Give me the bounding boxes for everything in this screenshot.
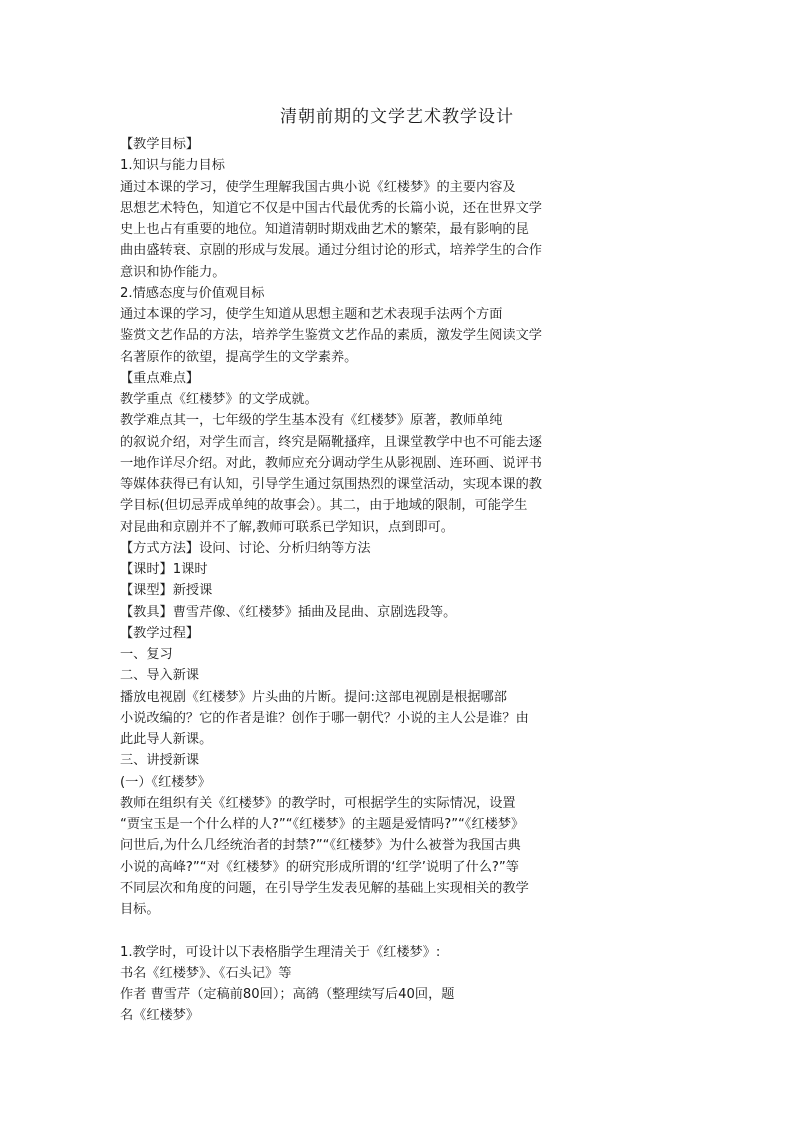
text-line: 等媒体获得已有认知，引导学生通过氛围热烈的课堂活动，实现本课的教: [120, 477, 542, 492]
blank-line: [120, 920, 580, 941]
text-line: 【重点难点】: [120, 370, 200, 386]
text-line: 教师在组织有关《红楼梦》的教学时，可根据学生的实际情况，设置: [120, 795, 516, 811]
text-line: 对昆曲和京剧并不了解,教师可联系已学知识，点到即可。: [120, 519, 454, 535]
text-line: 1.教学时，可设计以下表格脂学生理清关于《红楼梦》:: [120, 944, 441, 960]
text-line: 曲由盛转衰、京剧的形成与发展。通过分组讨论的形式，培养学生的合作: [120, 243, 542, 259]
text-line: 问世后,为什么几经统治者的封禁?”“《红楼梦》为什么被誉为我国古典: [120, 838, 521, 854]
text-line: 【课时】1课时: [120, 562, 208, 577]
text-line: 教学重点《红楼梦》的文学成就。: [120, 392, 318, 407]
text-line: 书名《红楼梦》、《石头记》等: [120, 965, 292, 981]
text-line: 作者 曹雪芹（定稿前80回）；高鹆（整理续写后40回，题: [120, 987, 455, 1002]
text-line: 【教学目标】: [120, 137, 200, 152]
text-line: 【课型】新授课: [120, 583, 213, 599]
text-line: 此此导人新课。: [120, 732, 213, 747]
text-line: 名《红楼梦》: [120, 1008, 200, 1024]
text-line: 2.情感态度与价值观目标: [120, 285, 265, 301]
text-line: 名著原作的欲望，提高学生的文学素养。: [120, 349, 358, 365]
text-line: 播放电视剧《红楼梦》片头曲的片断。提问:这部电视剧是根据哪部: [120, 689, 507, 705]
text-line: 通过本课的学习，使学生理解我国古典小说《红楼梦》的主要内容及: [120, 179, 516, 195]
text-line: 鉴赏文艺作品的方法，培养学生鉴赏文艺作品的素质，激发学生阅读文学: [120, 328, 542, 344]
text-line: 目标。: [120, 902, 160, 917]
document-title: 清朝前期的文学艺术教学设计: [280, 107, 514, 127]
text-line: “贾宝玉是一个什么样的人?”“《红楼梦》的主题是爱情吗?”“《红楼梦》: [120, 817, 525, 832]
text-line: 教学难点其一，七年级的学生基本没有《红楼梦》原著，教师单纯: [120, 413, 503, 429]
text-line: 的叙说介绍，对学生而言，终究是隔靴搔痒，且课堂教学中也不可能去逐: [120, 434, 542, 450]
text-line: 小说改编的？它的作者是谁？创作于哪一朝代？小说的主人公是谁？由: [120, 710, 529, 726]
text-line: 【教学过程】: [120, 625, 200, 641]
text-line: 一、复习: [120, 647, 173, 662]
text-line: 思想艺术特色，知道它不仅是中国古代最优秀的长篇小说，还在世界文学: [120, 200, 542, 216]
text-line: 通过本课的学习，使学生知道从思想主题和艺术表现手法两个方面: [120, 307, 503, 322]
text-line: 1.知识与能力目标: [120, 158, 225, 174]
text-line: 小说的高峰?”“对《红楼梦》的研究形成所谓的‘红学’说明了什么?”等: [120, 859, 519, 875]
text-line: (一）《红楼梦》: [120, 774, 211, 790]
text-line: 意识和协作能力。: [120, 264, 226, 280]
text-line: 不同层次和角度的问题，在引导学生发表见解的基础上实现相关的教学: [120, 880, 529, 896]
text-line: 学目标(但切忌弄成单纯的故事会）。其二，由于地域的限制，可能学生: [120, 498, 528, 514]
document-body: [120, 134, 580, 1027]
text-line: 一地作详尽介绍。对此，教师应充分调动学生从影视剧、连环画、说评书: [120, 455, 542, 471]
text-line: 二、导入新课: [120, 668, 200, 684]
text-line: 三、讲授新课: [120, 753, 200, 769]
text-line: 史上也占有重要的地位。知道清朝时期戏曲艺术的繁荣，最有影响的昆: [120, 222, 529, 237]
text-line: 【教具】曹雪芹像、《红楼梦》插曲及昆曲、京剧选段等。: [120, 604, 457, 620]
text-line: 【方式方法】设问、讨论、分析归纳等方法: [120, 540, 371, 556]
